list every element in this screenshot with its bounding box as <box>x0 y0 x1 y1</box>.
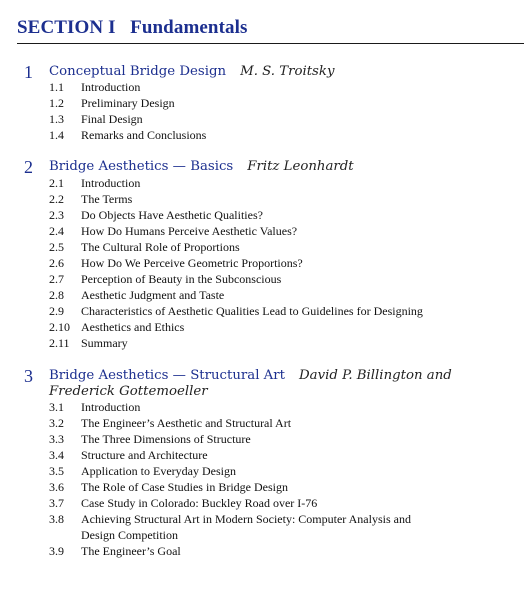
chapter-author-continued: Frederick Gottemoeller <box>49 384 208 399</box>
toc-item-title: Introduction <box>81 176 141 190</box>
toc-item-title: How Do Humans Perceive Aesthetic Values? <box>81 224 298 238</box>
toc-item-title: Achieving Structural Art in Modern Society: Computer Analysis and <box>81 512 411 526</box>
toc-item-number: 2.2 <box>49 192 64 206</box>
toc-item[interactable] <box>0 191 524 207</box>
toc-item-number: 3.2 <box>49 416 64 430</box>
section-label: SECTION I <box>17 17 116 38</box>
toc-item-number: 3.7 <box>49 496 64 510</box>
chapter-title[interactable]: Bridge Aesthetics — Basics <box>49 159 234 174</box>
chapter-number: 1 <box>24 62 33 82</box>
toc-item-number: 2.7 <box>49 272 64 286</box>
toc-item[interactable] <box>0 207 524 223</box>
toc-item-title: How Do We Perceive Geometric Proportions? <box>81 256 303 270</box>
toc-item-title: Aesthetics and Ethics <box>81 320 185 334</box>
chapter-author: M. S. Troitsky <box>240 64 335 79</box>
toc-item[interactable] <box>0 415 524 431</box>
toc-item[interactable] <box>0 127 524 143</box>
toc-item-number: 2.1 <box>49 176 64 190</box>
toc-item-continuation[interactable] <box>0 527 524 543</box>
toc-item[interactable] <box>0 431 524 447</box>
chapter-author: David P. Billington and <box>298 368 452 383</box>
toc-item-title: Final Design <box>81 112 143 126</box>
chapter-number: 2 <box>24 157 33 177</box>
chapter-title-line <box>49 159 354 175</box>
toc-item-number: 3.4 <box>49 448 64 462</box>
toc-item-number: 2.6 <box>49 256 64 270</box>
toc-item[interactable] <box>0 399 524 415</box>
toc-item-number: 3.8 <box>49 512 64 526</box>
toc-item-title: Aesthetic Judgment and Taste <box>81 288 225 302</box>
toc-item-title: The Terms <box>81 192 133 206</box>
toc-item-title: Do Objects Have Aesthetic Qualities? <box>81 208 263 222</box>
toc-item[interactable] <box>0 511 524 527</box>
toc-item[interactable] <box>0 255 524 271</box>
toc-item[interactable] <box>0 303 524 319</box>
toc-item-title: The Engineer’s Goal <box>81 544 181 558</box>
toc-item-title: Introduction <box>81 400 141 414</box>
toc-item-number: 3.9 <box>49 544 64 558</box>
toc-item[interactable] <box>0 239 524 255</box>
toc-item-number: 2.5 <box>49 240 64 254</box>
toc-item-title: Application to Everyday Design <box>81 464 236 478</box>
toc-item[interactable] <box>0 79 524 95</box>
toc-item-title: Characteristics of Aesthetic Qualities Lead to Guidelines for Designing <box>81 304 423 318</box>
toc-item-number: 2.8 <box>49 288 64 302</box>
toc-item-number: 1.1 <box>49 80 64 94</box>
toc-item-title: Introduction <box>81 80 141 94</box>
toc-item-title: Case Study in Colorado: Buckley Road over I-76 <box>81 496 318 510</box>
toc-item[interactable] <box>0 111 524 127</box>
toc-item[interactable] <box>0 495 524 511</box>
toc-item[interactable] <box>0 175 524 191</box>
toc-item-title: Remarks and Conclusions <box>81 128 207 142</box>
toc-item-number: 2.3 <box>49 208 64 222</box>
toc-item[interactable] <box>0 95 524 111</box>
chapter-number: 3 <box>24 366 33 386</box>
section-title <box>17 17 247 39</box>
toc-item-number: 2.10 <box>49 320 70 334</box>
chapter-title[interactable]: Conceptual Bridge Design <box>49 64 227 79</box>
toc-item-number: 2.11 <box>49 336 70 350</box>
toc-item-number: 3.1 <box>49 400 64 414</box>
toc-item-number: 2.4 <box>49 224 64 238</box>
toc-item-number: 1.4 <box>49 128 64 142</box>
toc-item[interactable] <box>0 319 524 335</box>
toc-item[interactable] <box>0 287 524 303</box>
toc-item[interactable] <box>0 271 524 287</box>
toc-item[interactable] <box>0 223 524 239</box>
chapter-author: Fritz Leonhardt <box>247 159 354 174</box>
toc-item-number: 3.6 <box>49 480 64 494</box>
toc-item[interactable] <box>0 463 524 479</box>
toc-item-number: 1.3 <box>49 112 64 126</box>
toc-item[interactable] <box>0 447 524 463</box>
chapter-title-line <box>49 368 452 384</box>
toc-item-number: 1.2 <box>49 96 64 110</box>
toc-item-title: Structure and Architecture <box>81 448 208 462</box>
toc-item[interactable] <box>0 479 524 495</box>
toc-item-number: 3.5 <box>49 464 64 478</box>
toc-item-title: The Role of Case Studies in Bridge Design <box>81 480 288 494</box>
toc-item-title-continued: Design Competition <box>81 528 178 542</box>
toc-item-title: Perception of Beauty in the Subconscious <box>81 272 282 286</box>
chapter-title[interactable]: Bridge Aesthetics — Structural Art <box>49 368 285 383</box>
toc-item[interactable] <box>0 543 524 559</box>
toc-item-title: The Cultural Role of Proportions <box>81 240 240 254</box>
section-header <box>17 16 524 44</box>
toc-item-title: The Three Dimensions of Structure <box>81 432 251 446</box>
toc-item[interactable] <box>0 335 524 351</box>
toc-item-title: Preliminary Design <box>81 96 175 110</box>
toc-item-title: The Engineer’s Aesthetic and Structural Art <box>81 416 292 430</box>
toc-item-title: Summary <box>81 336 128 350</box>
chapter-title-line <box>49 64 334 80</box>
toc-item-number: 3.3 <box>49 432 64 446</box>
section-name: Fundamentals <box>130 17 248 38</box>
toc-item-number: 2.9 <box>49 304 64 318</box>
